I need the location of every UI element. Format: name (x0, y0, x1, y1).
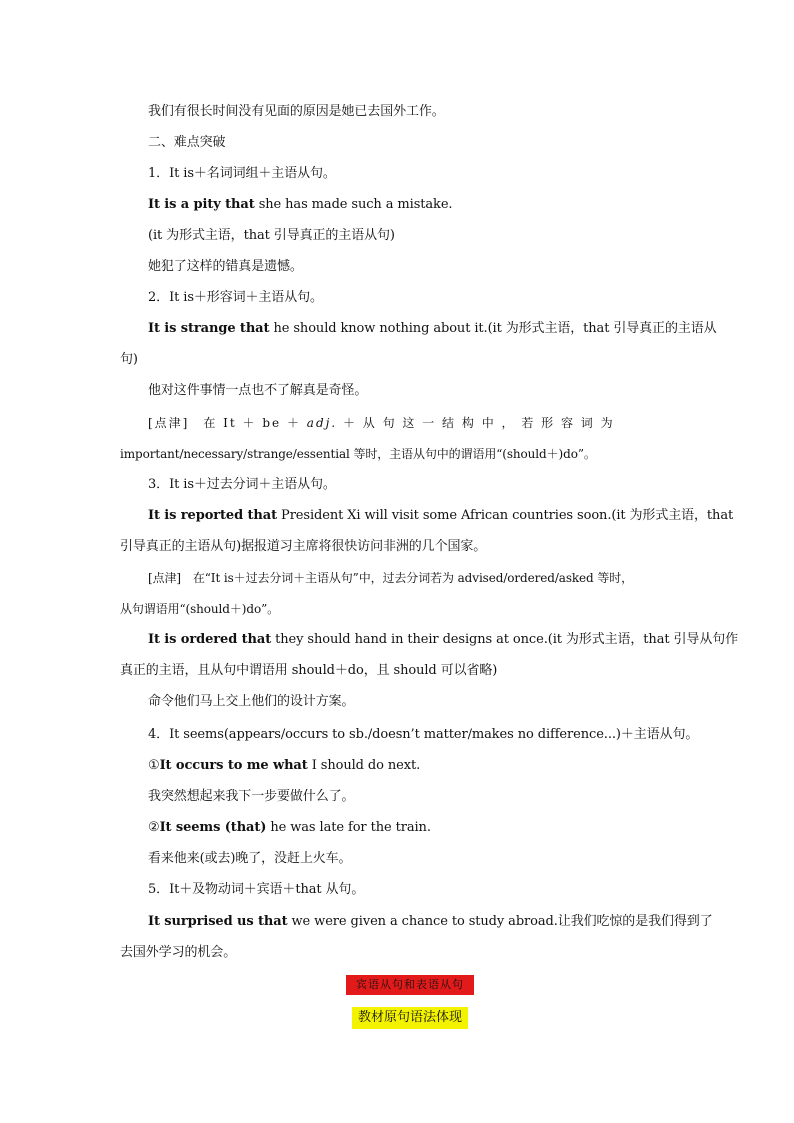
example-sentence (148, 196, 452, 214)
text-line: 引导真正的主语从句)据报道习主席将很快访问非洲的几个国家。 (120, 539, 487, 554)
example-rest: he should know nothing about it.(it 为形式主语，that 引导真正的主语从 (269, 321, 717, 336)
rule-heading: 5．It＋及物动词＋宾语＋that 从句。 (148, 882, 365, 897)
example-key-phrase: It seems (that) (159, 820, 267, 835)
example-sentence (148, 757, 420, 775)
example-key-phrase: It is ordered that (148, 632, 272, 647)
translation: 我突然想起来我下一步要做什么了。 (148, 789, 355, 804)
text-line: 真正的主语，且从句中谓语用 should＋do，且 should 可以省略) (120, 663, 498, 678)
example-rest: he was late for the train. (266, 820, 431, 835)
example-number: ② (148, 820, 160, 835)
section-banner-red: 宾语从句和表语从句 (346, 975, 474, 995)
example-key-phrase: It is reported that (148, 508, 278, 523)
rule-heading: 4．It seems(appears/occurs to sb./doesn’t matter/makes no difference...)＋主语从句。 (148, 727, 699, 742)
example-rest: we were given a chance to study abroad.让我们吃惊的是我们得到了 (287, 914, 713, 929)
translation: 她犯了这样的错真是遗憾。 (148, 259, 303, 274)
note-line (148, 414, 668, 432)
example-rest: she has made such a mistake. (254, 197, 453, 212)
note-text: ＋ 从 句 这 一 结 构 中 ， 若 形 容 词 为 (337, 416, 615, 430)
note-line: 从句谓语用“(should＋)do”。 (120, 602, 279, 616)
rule-heading: 1．It is＋名词词组＋主语从句。 (148, 166, 336, 181)
rule-heading: 2．It is＋形容词＋主语从句。 (148, 290, 323, 305)
example-number: ① (148, 758, 160, 773)
example-key-phrase: It is strange that (148, 321, 270, 336)
example-sentence (148, 507, 733, 525)
example-sentence (148, 819, 431, 837)
example-key-phrase: It is a pity that (148, 197, 255, 212)
text-line: 句) (120, 352, 138, 367)
section-banner-yellow: 教材原句语法体现 (352, 1007, 468, 1029)
text-line: 我们有很长时间没有见面的原因是她已去国外工作。 (148, 104, 445, 119)
example-rest: President Xi will visit some African countries soon.(it 为形式主语，that (277, 508, 734, 523)
note-adj: adj. (306, 416, 338, 430)
note-line: [点津] 在“It is＋过去分词＋主语从句”中，过去分词若为 advised/ordered/asked 等时， (148, 571, 634, 585)
translation: 命令他们马上交上他们的设计方案。 (148, 694, 355, 709)
note-line: important/necessary/strange/essential 等时，主语从句中的谓语用“(should＋)do”。 (120, 447, 596, 461)
example-key-phrase: It surprised us that (148, 914, 288, 929)
example-rest: they should hand in their designs at once.(it 为形式主语，that 引导从句作 (271, 632, 739, 647)
example-key-phrase: It occurs to me what (159, 758, 308, 773)
example-rest: I should do next. (307, 758, 421, 773)
rule-heading: 3．It is＋过去分词＋主语从句。 (148, 477, 336, 492)
translation: 他对这件事情一点也不了解真是奇怪。 (148, 383, 368, 398)
text-line: (it 为形式主语，that 引导真正的主语从句) (148, 228, 395, 243)
example-sentence (148, 320, 717, 338)
section-heading: 二、难点突破 (148, 135, 226, 150)
example-sentence (148, 631, 738, 649)
example-sentence (148, 913, 713, 931)
text-line: 去国外学习的机会。 (120, 945, 237, 960)
note-text: [点津] 在 It ＋ be ＋ (148, 416, 307, 430)
translation: 看来他来(或去)晚了，没赶上火车。 (148, 851, 352, 866)
